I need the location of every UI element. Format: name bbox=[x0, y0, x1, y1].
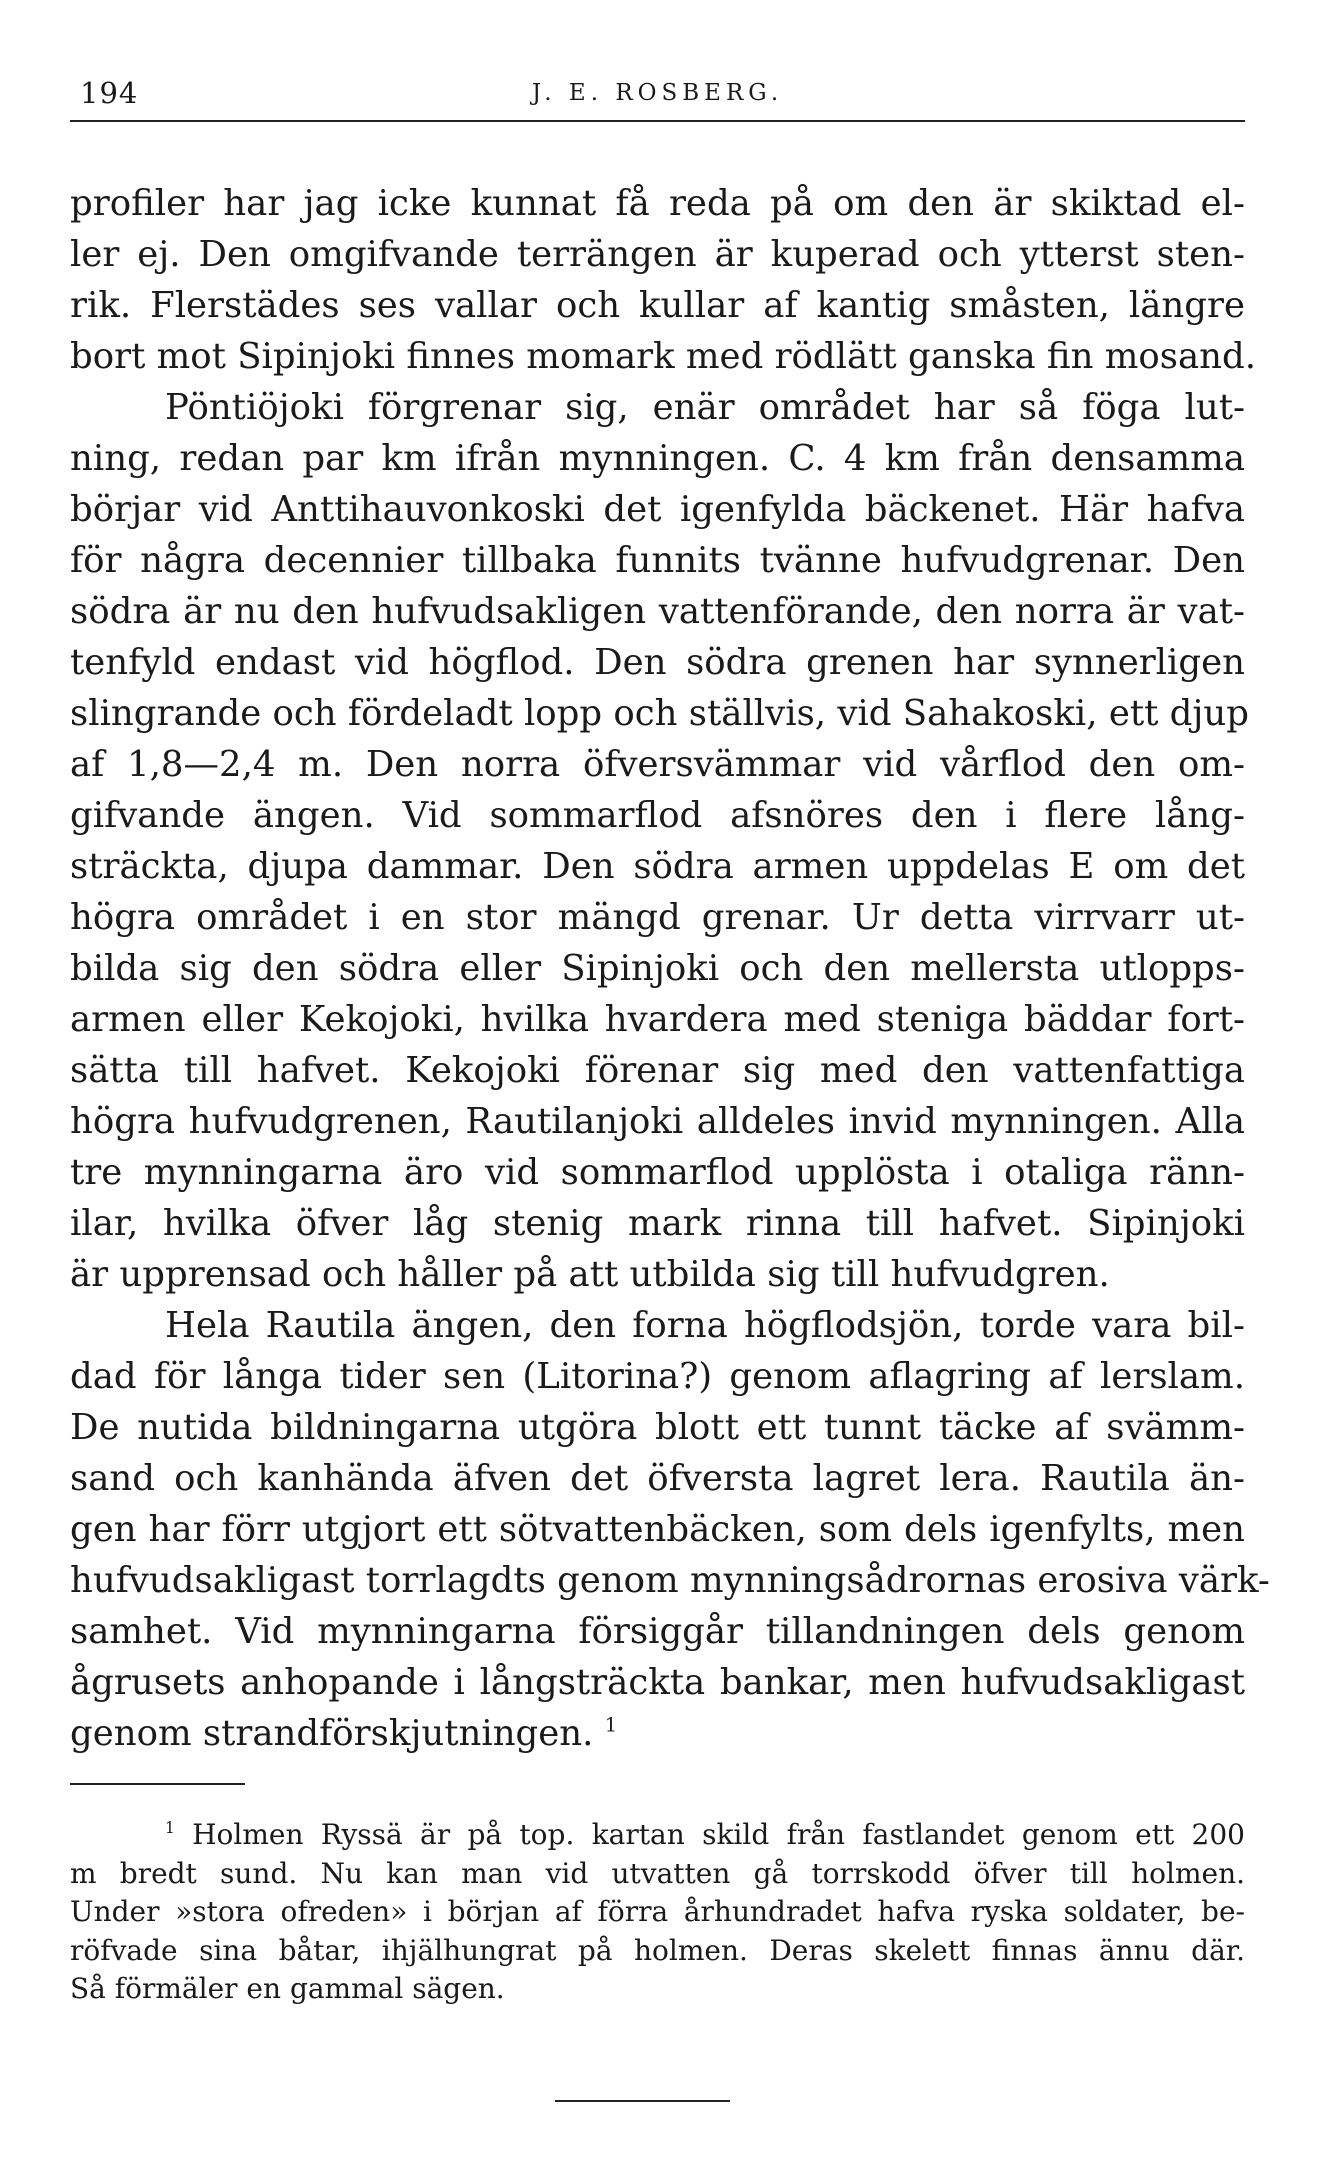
footnote-line: m bredt sund. Nu kan man vid utvatten gå torrskodd öfver till holmen. bbox=[70, 1856, 1245, 1890]
text-line: tre mynningarna äro vid sommarflod upplösta i otaliga ränn- bbox=[70, 1152, 1245, 1193]
text-line: Hela Rautila ängen, den forna högflodsjön, torde vara bil- bbox=[165, 1305, 1245, 1346]
text-line: högra området i en stor mängd grenar. Ur detta virrvarr ut- bbox=[70, 897, 1245, 938]
text-line: De nutida bildningarna utgöra blott ett tunnt täcke af svämm- bbox=[70, 1407, 1245, 1448]
text-line: slingrande och fördeladt lopp och ställvis, vid Sahakoski, ett djup bbox=[70, 693, 1249, 734]
text-line: hufvudsakligast torrlagdts genom mynningsådrornas erosiva värk- bbox=[70, 1560, 1270, 1601]
text-line: Pöntiöjoki förgrenar sig, enär området har så föga lut- bbox=[165, 387, 1245, 428]
text-line: södra är nu den hufvudsakligen vattenförande, den norra är vat- bbox=[70, 591, 1245, 632]
text-line: ilar, hvilka öfver låg stenig mark rinna till hafvet. Sipinjoki bbox=[70, 1203, 1245, 1244]
text-line: af 1,8—2,4 m. Den norra öfversvämmar vid vårflod den om- bbox=[70, 744, 1245, 785]
body-text bbox=[70, 178, 1270, 1759]
text-line: armen eller Kekojoki, hvilka hvardera med steniga bäddar fort- bbox=[70, 999, 1245, 1040]
text-line: ning, redan par km ifrån mynningen. C. 4 km från densamma bbox=[70, 438, 1245, 479]
text-line: tenfyld endast vid högflod. Den södra grenen har synnerligen bbox=[70, 642, 1245, 683]
footnote-rule bbox=[70, 1783, 245, 1785]
text-line: gen har förr utgjort ett sötvattenbäcken, som dels igenfylts, men bbox=[70, 1509, 1245, 1550]
text-line: sträckta, djupa dammar. Den södra armen uppdelas E om det bbox=[70, 846, 1245, 887]
text-line: bort mot Sipinjoki finnes momark med rödlätt ganska fin mosand. bbox=[70, 336, 1257, 377]
text-line-last bbox=[70, 1708, 1245, 1759]
footnote-text: Holmen Ryssä är på top. kartan skild från fastlandet genom ett 200 bbox=[192, 1818, 1245, 1851]
text-line: samhet. Vid mynningarna försiggår tillandningen dels genom bbox=[70, 1611, 1245, 1652]
text-line: är upprensad och håller på att utbilda sig till hufvudgren. bbox=[70, 1254, 1110, 1295]
footnote-reference[interactable]: 1 bbox=[604, 1713, 618, 1737]
text-line: sand och kanhända äfven det öfversta lagret lera. Rautila än- bbox=[70, 1458, 1245, 1499]
text-line: rik. Flerstädes ses vallar och kullar af kantig småsten, längre bbox=[70, 285, 1245, 326]
footnote-marker: 1 bbox=[165, 1819, 175, 1838]
text-line: högra hufvudgrenen, Rautilanjoki alldeles invid mynningen. Alla bbox=[70, 1101, 1245, 1142]
end-rule bbox=[555, 2100, 730, 2102]
footnotes bbox=[70, 1816, 1245, 2009]
text-line: profiler har jag icke kunnat få reda på om den är skiktad el- bbox=[70, 183, 1245, 224]
footnote-line bbox=[70, 1816, 1245, 1855]
footnote-line: Under »stora ofreden» i början af förra århundradet hafva ryska soldater, be- bbox=[70, 1895, 1245, 1928]
header-rule bbox=[70, 120, 1245, 122]
text-line: för några decennier tillbaka funnits tvänne hufvudgrenar. Den bbox=[70, 540, 1245, 581]
text-line: dad för långa tider sen (Litorina?) genom aflagring af lerslam. bbox=[70, 1356, 1245, 1397]
text-line: sätta till hafvet. Kekojoki förenar sig med den vattenfattiga bbox=[70, 1050, 1245, 1091]
page-number: 194 bbox=[80, 76, 139, 110]
text-line: börjar vid Anttihauvonkoski det igenfylda bäckenet. Här hafva bbox=[70, 489, 1245, 530]
text-line: ågrusets anhopande i långsträckta bankar, men hufvudsakligast bbox=[70, 1662, 1245, 1703]
footnote-line: Så förmäler en gammal sägen. bbox=[70, 1972, 505, 2005]
text-line: gifvande ängen. Vid sommarflod afsnöres den i flere lång- bbox=[70, 795, 1245, 836]
text-line-content: genom strandförskjutningen. bbox=[70, 1713, 594, 1754]
text-line: bilda sig den södra eller Sipinjoki och den mellersta utlopps- bbox=[70, 948, 1245, 989]
page-header bbox=[70, 68, 1245, 118]
text-line: ler ej. Den omgifvande terrängen är kuperad och ytterst sten- bbox=[70, 234, 1245, 275]
running-head: J. E. ROSBERG. bbox=[531, 80, 784, 106]
footnote-line: röfvade sina båtar, ihjälhungrat på holmen. Deras skelett finnas ännu där. bbox=[70, 1933, 1245, 1967]
